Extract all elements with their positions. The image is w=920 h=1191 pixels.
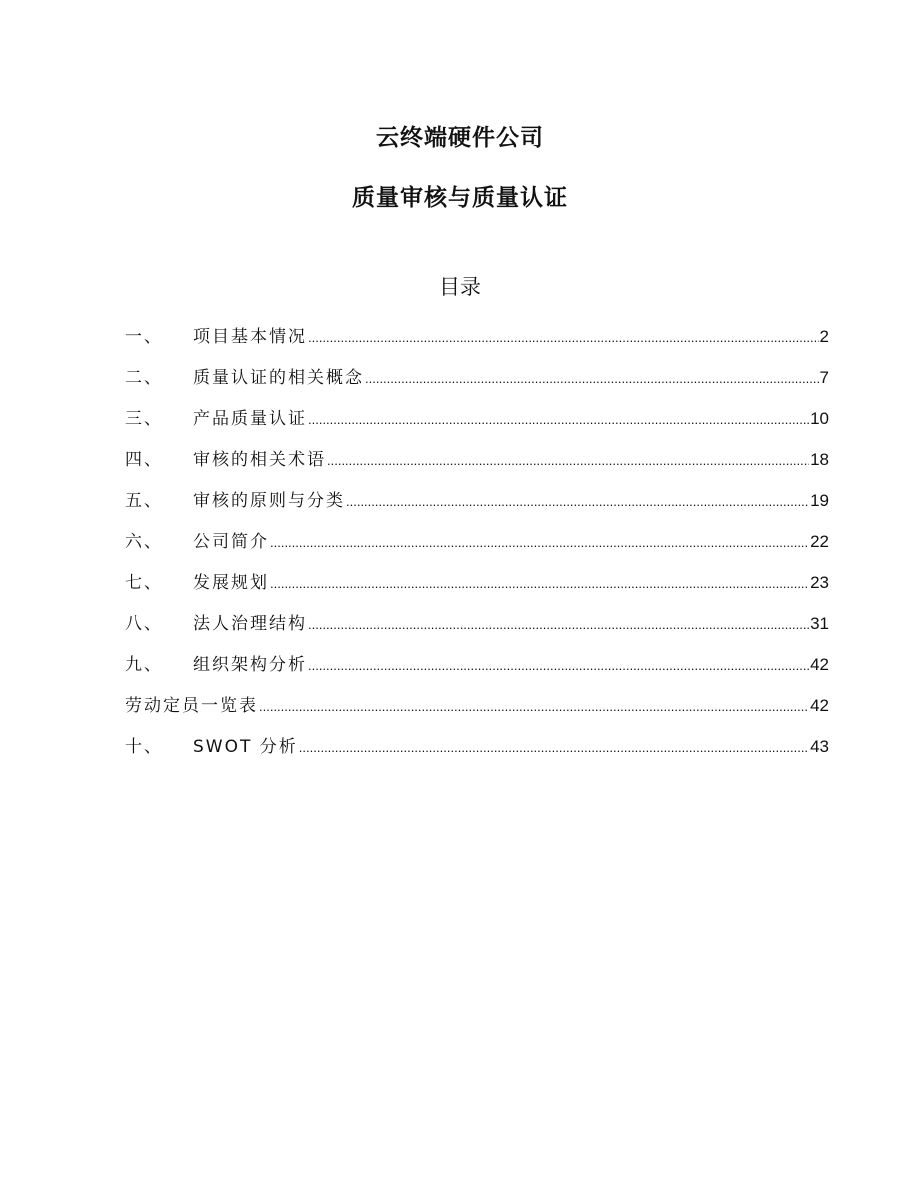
toc-entry-label: 产品质量认证 bbox=[193, 409, 307, 429]
toc-entry-page: 19 bbox=[810, 491, 829, 510]
toc-dot-leader bbox=[308, 608, 809, 642]
toc-dot-leader bbox=[270, 567, 809, 601]
toc-entry-3[interactable] bbox=[125, 402, 829, 443]
toc-entry-number: 一、 bbox=[125, 327, 163, 347]
toc-entry-page: 22 bbox=[810, 532, 829, 551]
toc-entry-label: SWOT 分析 bbox=[193, 737, 298, 757]
toc-entry-page: 2 bbox=[819, 327, 829, 346]
toc-entry-page: 10 bbox=[810, 409, 829, 428]
toc-entry-label: 审核的原则与分类 bbox=[193, 491, 345, 511]
document-subtitle: 质量审核与质量认证 bbox=[352, 185, 568, 211]
toc-entry-page: 42 bbox=[810, 696, 829, 715]
toc-entry-page: 31 bbox=[810, 614, 829, 633]
toc-dot-leader bbox=[270, 526, 809, 560]
toc-dot-leader bbox=[327, 444, 809, 478]
toc-entry-8[interactable] bbox=[125, 607, 829, 648]
toc-entry-label: 审核的相关术语 bbox=[193, 450, 326, 470]
toc-entry-1[interactable] bbox=[125, 320, 829, 361]
toc-entry-label: 公司简介 bbox=[193, 532, 269, 552]
toc-entry-4[interactable] bbox=[125, 443, 829, 484]
toc-entry-number: 五、 bbox=[125, 491, 163, 511]
toc-entry-label: 劳动定员一览表 bbox=[125, 696, 258, 716]
toc-entry-label: 法人治理结构 bbox=[193, 614, 307, 634]
toc-entry-page: 18 bbox=[810, 450, 829, 469]
toc-entry-6[interactable] bbox=[125, 525, 829, 566]
toc-dot-leader bbox=[259, 690, 809, 724]
toc-entry-page: 7 bbox=[819, 368, 829, 387]
table-of-contents bbox=[125, 320, 829, 771]
toc-entry-number: 二、 bbox=[125, 368, 163, 388]
toc-dot-leader bbox=[308, 321, 819, 355]
toc-entry-7[interactable] bbox=[125, 566, 829, 607]
toc-entry-11[interactable] bbox=[125, 730, 829, 771]
toc-entry-number: 九、 bbox=[125, 655, 163, 675]
toc-entry-9[interactable] bbox=[125, 648, 829, 689]
toc-entry-number: 三、 bbox=[125, 409, 163, 429]
toc-entry-page: 43 bbox=[810, 737, 829, 756]
toc-entry-10[interactable] bbox=[125, 689, 829, 730]
toc-entry-5[interactable] bbox=[125, 484, 829, 525]
toc-dot-leader bbox=[299, 731, 809, 765]
toc-dot-leader bbox=[308, 403, 809, 437]
toc-entry-number: 四、 bbox=[125, 450, 163, 470]
toc-entry-2[interactable] bbox=[125, 361, 829, 402]
toc-entry-page: 42 bbox=[810, 655, 829, 674]
toc-entry-number: 十、 bbox=[125, 737, 163, 757]
toc-entry-number: 八、 bbox=[125, 614, 163, 634]
toc-dot-leader bbox=[365, 362, 819, 396]
toc-entry-label: 项目基本情况 bbox=[193, 327, 307, 347]
toc-entry-number: 七、 bbox=[125, 573, 163, 593]
toc-entry-label: 发展规划 bbox=[193, 573, 269, 593]
document-title: 云终端硬件公司 bbox=[376, 125, 544, 151]
toc-entry-page: 23 bbox=[810, 573, 829, 592]
toc-entry-label: 质量认证的相关概念 bbox=[193, 368, 364, 388]
toc-dot-leader bbox=[308, 649, 809, 683]
toc-entry-label: 组织架构分析 bbox=[193, 655, 307, 675]
toc-entry-number: 六、 bbox=[125, 532, 163, 552]
toc-dot-leader bbox=[346, 485, 809, 519]
toc-heading: 目录 bbox=[439, 275, 481, 299]
